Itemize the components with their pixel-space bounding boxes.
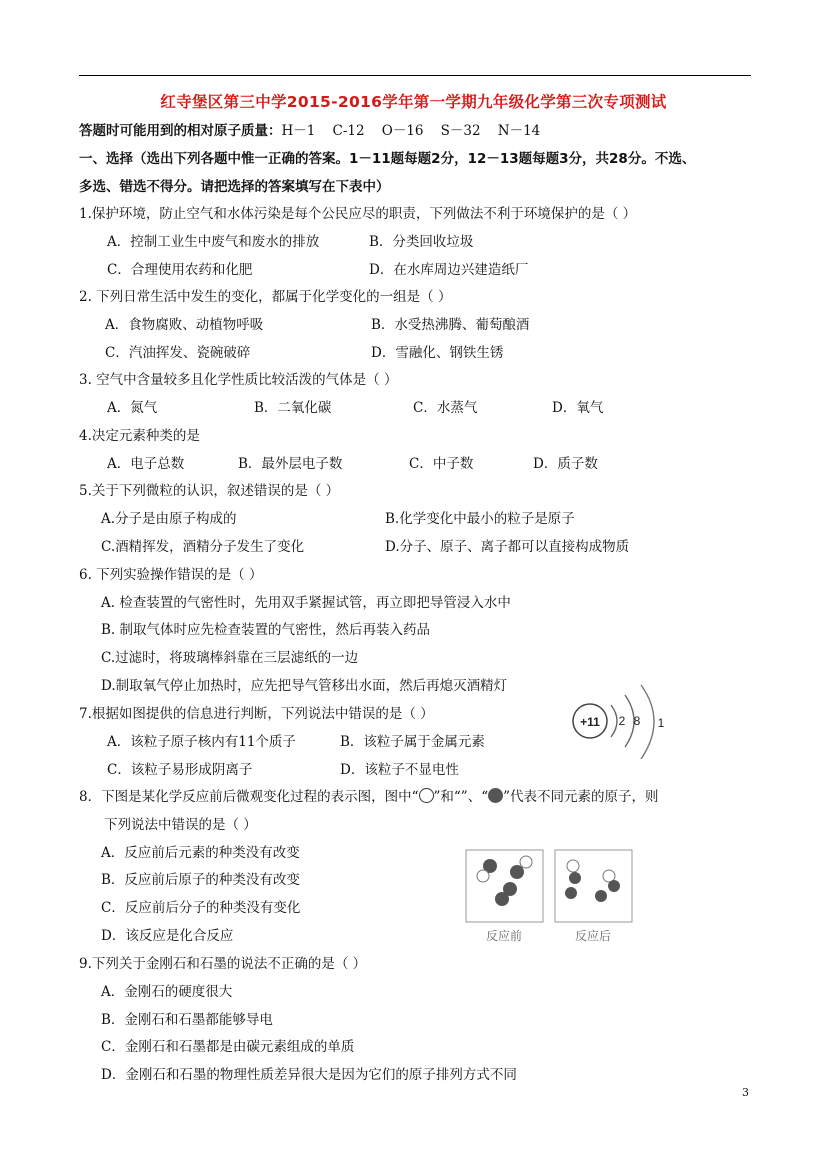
question-8-stem-part1: 8．下图是某化学反应前后微观变化过程的表示图，图中“ [79,789,419,805]
before-label: 反应前 [485,929,523,943]
question-5-option-c: C.酒精挥发，酒精分子发生了变化 [101,539,305,555]
page-title: 红寺堡区第三中学2015-2016学年第一学期九年级化学第三次专项测试 [160,93,667,111]
question-4-option-d: D．质子数 [533,456,598,472]
question-5-option-b: B.化学变化中最小的粒子是原子 [385,511,575,527]
dark-atom-icon [488,788,503,803]
section-instructions-line1: 一、选择（选出下列各题中惟一正确的答案。1－11题每题2分，12－13题每题3分，共28分。不选、 [79,151,696,167]
dark-atom [510,865,524,879]
after-label: 反应后 [574,929,612,943]
white-atom [477,870,489,882]
question-2-option-d: D．雪融化、钢铁生锈 [371,345,504,361]
question-9-option-a: A．金刚石的硬度很大 [101,984,233,1000]
dark-atom [608,880,620,892]
question-7-option-a: A．该粒子原子核内有11个质子 [107,734,296,750]
after-reaction-box [555,850,632,922]
question-8-option-d: D．该反应是化合反应 [101,928,234,944]
white-atom [520,856,532,868]
question-8-stem-line2: 下列说法中错误的是（ ） [104,817,257,833]
question-8-stem-part3: ”代表不同元素的原子，则 [503,789,659,805]
question-6-option-c: C.过滤时，将玻璃棒斜靠在三层滤纸的一边 [101,650,359,666]
question-7-stem: 7.根据如图提供的信息进行判断，下列说法中错误的是（ ） [79,706,434,722]
question-9-option-d: D．金刚石和石墨的物理性质差异很大是因为它们的原子排列方式不同 [101,1067,517,1083]
question-9-stem: 9.下列关于金刚石和石墨的说法不正确的是（ ） [79,956,367,972]
dark-atom [565,887,577,899]
question-8-option-b: B．反应前后原子的种类没有改变 [101,872,300,888]
question-8-option-a: A．反应前后元素的种类没有改变 [101,845,300,861]
question-1-option-b: B．分类回收垃圾 [369,234,474,250]
atom-structure-diagram [565,683,675,765]
question-3-option-a: A．氮气 [107,400,158,416]
section-instructions-line2: 多选、错选不得分。请把选择的答案填写在下表中） [79,179,390,195]
shell-2-electrons: 8 [633,714,641,728]
atomic-mass-label: 答题时可能用到的相对原子质量： [79,123,282,139]
question-6-option-b: B. 制取气体时应先检查装置的气密性，然后再装入药品 [101,622,431,638]
reaction-diagram [462,846,637,946]
question-7-option-d: D．该粒子不显电性 [340,762,459,778]
dark-atom [569,872,581,884]
question-5-option-a: A.分子是由原子构成的 [101,511,237,527]
white-atom [567,860,579,872]
dark-atom [495,892,509,906]
question-9-option-b: B．金刚石和石墨都能够导电 [101,1012,273,1028]
question-1-stem: 1.保护环境，防止空气和水体污染是每个公民应尽的职责，下列做法不利于环境保护的是（ ） [79,206,637,222]
question-5-option-d: D.分子、原子、离子都可以直接构成物质 [385,539,630,555]
question-2-option-b: B．水受热沸腾、葡萄酿酒 [371,317,530,333]
question-6-stem: 6. 下列实验操作错误的是（ ） [79,567,263,583]
question-3-stem: 3. 空气中含量较多且化学性质比较活泼的气体是（ ） [79,372,398,388]
question-8-option-c: C．反应前后分子的种类没有变化 [101,900,301,916]
shell-1-electrons: 2 [618,714,626,728]
shell-3-electrons: 1 [657,716,665,730]
question-5-stem: 5.关于下列微粒的认识，叙述错误的是（ ） [79,483,340,499]
question-7-option-b: B．该粒子属于金属元素 [340,734,485,750]
header-rule [79,75,751,76]
question-6-option-a: A. 检查装置的气密性时，先用双手紧握试管，再立即把导管浸入水中 [101,595,511,611]
question-1-option-c: C．合理使用农药和化肥 [107,262,253,278]
question-9-option-c: C．金刚石和石墨都是由碳元素组成的单质 [101,1039,355,1055]
question-4-stem: 4.决定元素种类的是 [79,428,200,444]
question-3-option-b: B．二氧化碳 [254,400,332,416]
question-3-option-d: D．氧气 [552,400,604,416]
atomic-mass-values: H－1 C-12 O－16 S－32 N－14 [281,123,541,139]
atomic-mass-line [79,122,540,140]
page-number: 3 [742,1086,749,1099]
question-7-option-c: C．该粒子易形成阴离子 [107,762,253,778]
question-1-option-d: D．在水库周边兴建造纸厂 [369,262,529,278]
question-1-option-a: A．控制工业生中废气和废水的排放 [107,234,320,250]
question-8-stem-part2: ”和“”、“ [433,789,489,805]
electron-shell-3 [641,685,654,759]
question-6-option-d: D.制取氧气停止加热时，应先把导气管移出水面，然后再熄灭酒精灯 [101,678,508,694]
question-2-stem: 2. 下列日常生活中发生的变化，都属于化学变化的一组是（ ） [79,289,452,305]
electron-shell-1 [611,705,617,737]
white-atom-icon [419,788,434,803]
question-2-option-c: C．汽油挥发、瓷碗破碎 [105,345,251,361]
question-8-stem [79,788,659,806]
question-4-option-b: B．最外层电子数 [238,456,343,472]
question-3-option-c: C．水蒸气 [413,400,478,416]
question-2-option-a: A．食物腐败、动植物呼吸 [105,317,264,333]
question-4-option-a: A．电子总数 [107,456,185,472]
nucleus-charge: +11 [580,715,600,729]
dark-atom [595,890,607,902]
question-4-option-c: C．中子数 [409,456,474,472]
electron-shell-2 [625,695,634,747]
